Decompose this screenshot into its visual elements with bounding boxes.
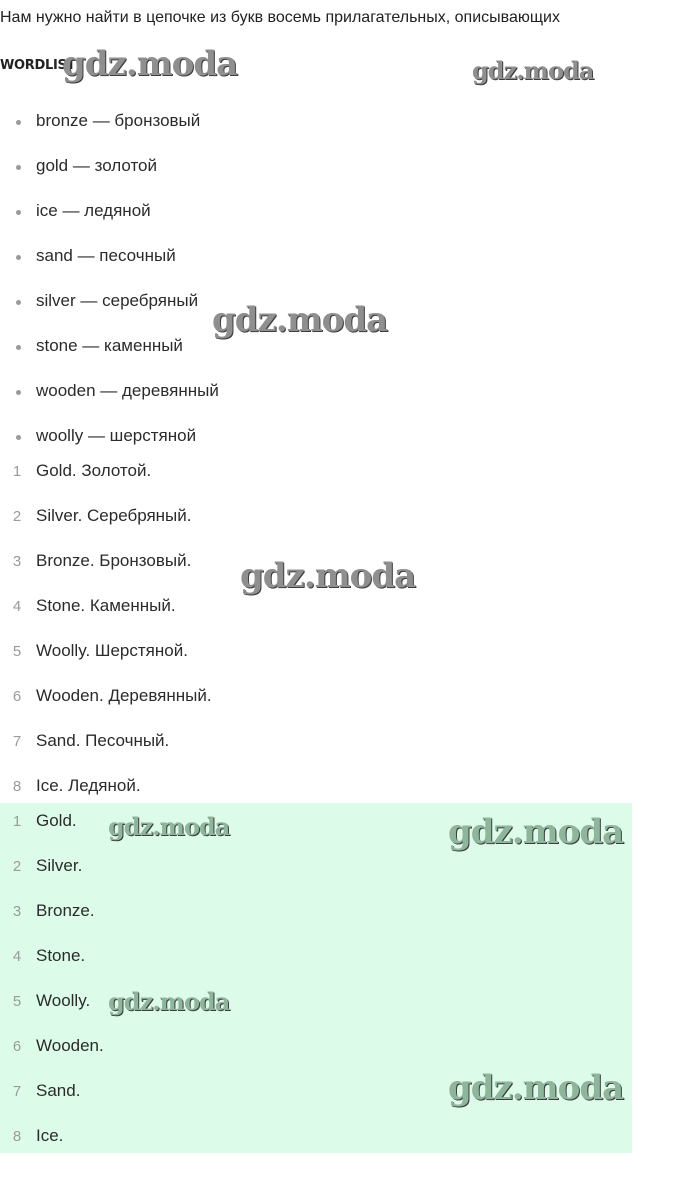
item-number: 3 (12, 553, 22, 570)
translation-text: Gold. Золотой. (36, 461, 152, 480)
intro-text: Нам нужно найти в цепочке из букв восемь прилагательных, описывающих (0, 9, 560, 26)
translation-text: Stone. Каменный. (36, 596, 176, 615)
answer-text: Sand. (36, 1081, 81, 1100)
item-number: 6 (12, 1038, 22, 1055)
item-number: 7 (12, 733, 22, 750)
watermark: gdz.moda (448, 1068, 624, 1108)
watermark: gdz.moda (240, 556, 416, 596)
wordlist-item-text: sand — песочный (36, 246, 176, 265)
translation-text: Sand. Песочный. (36, 731, 170, 750)
item-number: 8 (12, 778, 22, 795)
bullet-icon (16, 210, 21, 215)
wordlist-item-text: gold — золотой (36, 156, 158, 175)
bullet-icon (16, 165, 21, 170)
translation-text: Woolly. Шерстяной. (36, 641, 188, 660)
answer-text: Wooden. (36, 1036, 104, 1055)
answer-text: Gold. (36, 811, 77, 830)
answer-text: Ice. (36, 1126, 64, 1145)
answer-box (0, 803, 632, 1153)
item-number: 4 (12, 598, 22, 615)
bullet-icon (16, 435, 21, 440)
watermark: gdz.moda (472, 56, 594, 85)
answer-text: Woolly. (36, 991, 91, 1010)
answer-text: Bronze. (36, 901, 95, 920)
wordlist-item-text: bronze — бронзовый (36, 111, 201, 130)
bullet-icon (16, 120, 21, 125)
watermark: gdz.moda (108, 987, 230, 1016)
watermark: gdz.moda (212, 300, 388, 340)
item-number: 1 (12, 463, 22, 480)
item-number: 5 (12, 993, 22, 1010)
bullet-icon (16, 345, 21, 350)
translation-text: Bronze. Бронзовый. (36, 551, 192, 570)
item-number: 6 (12, 688, 22, 705)
item-number: 3 (12, 903, 22, 920)
wordlist-item-text: wooden — деревянный (36, 381, 219, 400)
answer-text: Stone. (36, 946, 86, 965)
watermark: gdz.moda (448, 812, 624, 852)
item-number: 7 (12, 1083, 22, 1100)
watermark: gdz.moda (62, 44, 238, 84)
bullet-icon (16, 255, 21, 260)
item-number: 1 (12, 813, 22, 830)
item-number: 2 (12, 508, 22, 525)
item-number: 4 (12, 948, 22, 965)
watermark: gdz.moda (108, 812, 230, 841)
wordlist-item-text: ice — ледяной (36, 201, 151, 220)
item-number: 2 (12, 858, 22, 875)
wordlist-label: WORDLIST (0, 58, 76, 73)
translation-text: Wooden. Деревянный. (36, 686, 212, 705)
wordlist-item-text: woolly — шерстяной (36, 426, 197, 445)
wordlist-item-text: silver — серебряный (36, 291, 199, 310)
item-number: 8 (12, 1128, 22, 1145)
item-number: 5 (12, 643, 22, 660)
wordlist-item-text: stone — каменный (36, 336, 183, 355)
bullet-icon (16, 300, 21, 305)
bullet-icon (16, 390, 21, 395)
translation-text: Silver. Серебряный. (36, 506, 192, 525)
answer-text: Silver. (36, 856, 83, 875)
translation-text: Ice. Ледяной. (36, 776, 141, 795)
